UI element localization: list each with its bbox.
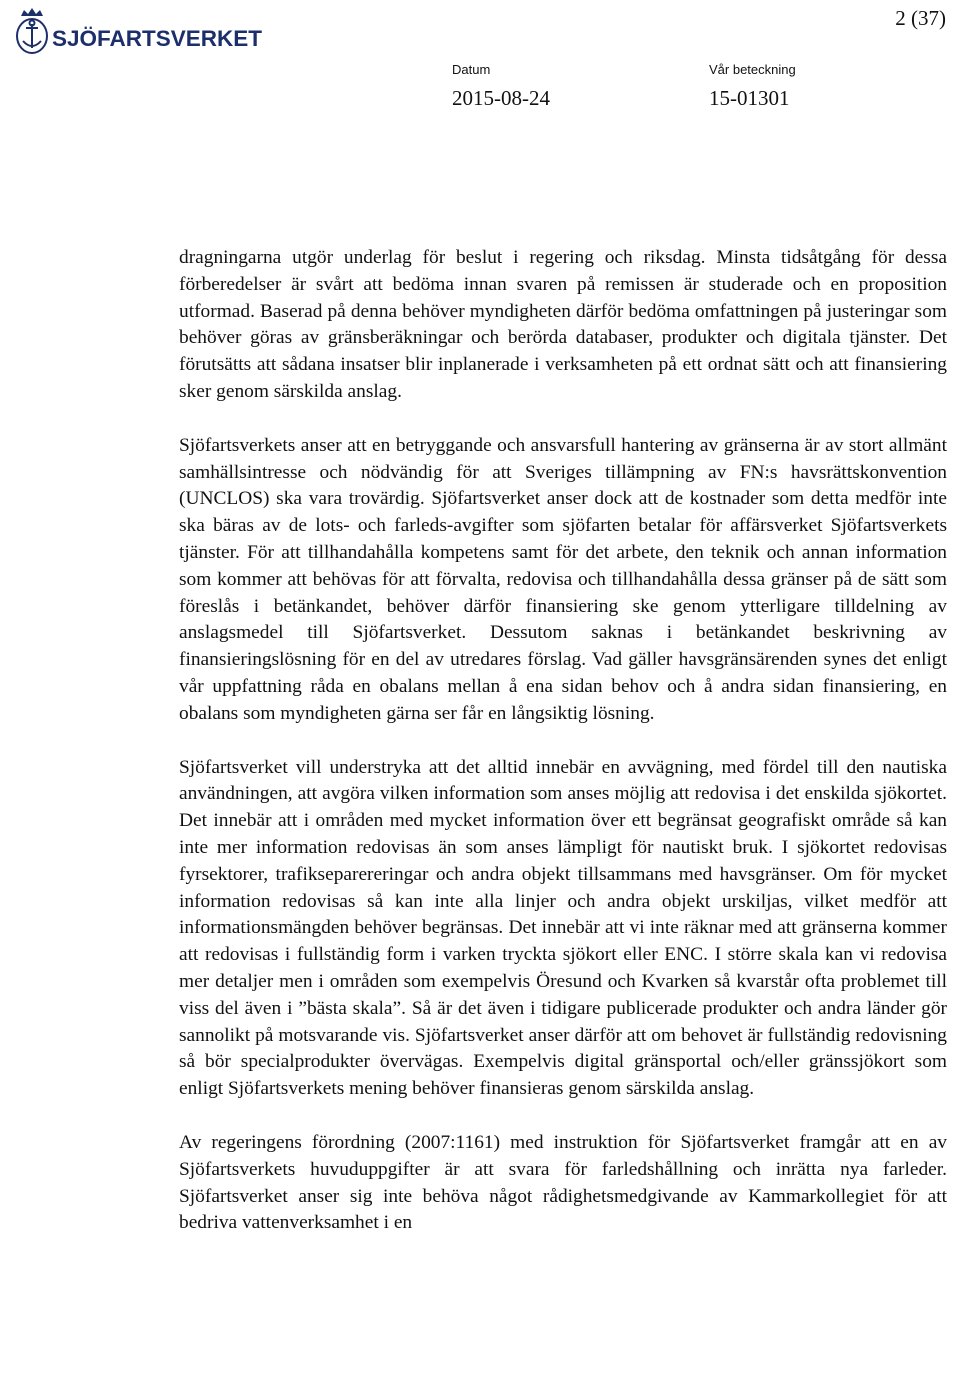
paragraph: Sjöfartsverket vill understryka att det alltid innebär en avvägning, med fördel till den nautiska användningen, att avgöra vilken information som anses möjlig att redovisa i det enskilda sjökortet. Det innebär att i områden med mycket information över ett begränsat geografiskt område så kan inte mer information redovisas än som anses lämpligt för nautiskt bruk. I sjökortet redovisas fyrsektorer, trafikseparereringar och andra objekt tillsammans med havsgränser. Om för mycket information redovisas så kan inte alla linjer och andra objekt urskiljas, vilket medför att informationsmängden behöver begränsas. Det innebär att vi inte räknar med att gränserna kommer att redovisas i fullständig form i varken tryckta sjökort eller ENC. I större skala kan vi redovisa mer detaljer men i områden som exempelvis Öresund och Kvarken så kvarstår ofta problemet till viss del även i ”bästa skala”. Så är det även i tidigare publicerade produkter och andra länder gör sannolikt på motsvarande vis. Sjöfartsverket anser därför att om behovet är fullständig redovisning så bör specialprodukter övervägas. Exempelvis digital gränsportal och/eller gränssjökort som enligt Sjöfartsverkets mening behöver finansieras genom särskilda anslag. [179,756,947,1100]
paragraph: Sjöfartsverkets anser att en betryggande och ansvarsfull hantering av gränserna är av stort allmänt samhällsintresse och nödvändig för att Sveriges tillämpning av FN:s havsrättskonvention (UNCLOS) ska vara trovärdig. Sjöfartsverket anser dock att de kostnader som detta medför inte ska bäras av de lots- och farleds-avgifter som sjöfarten betalar för affärsverket Sjöfartsverkets tjänster. För att tillhandahålla kompetens samt för det arbete, den teknik och annan information som kommer att behövas för att förvalta, redovisa och tillhandahålla dessa gränser på de sätt som föreslås i betänkandet, behöver därför finansiering ske genom ytterligare tilldelning av anslagsmedel till Sjöfartsverket. Dessutom saknas i betänkandet beskrivning av finansieringslösning för en del av utredares förslag. Vad gäller havsgränsärenden synes det enligt vår uppfattning råda en obalans mellan å ena sidan behov och å andra sidan finansiering, en obalans som myndigheten gärna ser får en långsiktig lösning. [179,434,947,724]
document-body [179,245,947,1264]
paragraph: Av regeringens förordning (2007:1161) med instruktion för Sjöfartsverket framgår att en av Sjöfartsverkets huvuduppgifter är att svara för farledshållning och inrätta nya farleder. Sjöfartsverket anser sig inte behöva något rådighetsmedgivande av Kammarkollegiet för att bedriva vattenverksamhet i en [179,1131,947,1234]
org-name: SJÖFARTSVERKET [52,26,263,51]
date-label: Datum [452,62,491,77]
date-value: 2015-08-24 [452,86,550,110]
paragraph: dragningarna utgör underlag för beslut i regering och riksdag. Minsta tidsåtgång för dessa förberedelser är svårt att bedöma innan svaren på remissen är studerade och en proposition utformad. Baserad på denna behöver myndigheten därför bedöma omfattningen på justeringar som behöver göras av gränsberäkningar och berörda databaser, produkter och digitala tjänster. Det förutsätts att sådana insatser blir inplanerade i verksamheten på ett ordnat sätt och att finansiering sker genom särskilda anslag. [179,247,947,402]
reference-value: 15-01301 [709,86,790,110]
sjofartsverket-logo [12,6,263,58]
page-number: 2 (37) [895,6,946,30]
crown-anchor-emblem-icon [17,8,47,53]
reference-label: Vår beteckning [709,62,796,77]
